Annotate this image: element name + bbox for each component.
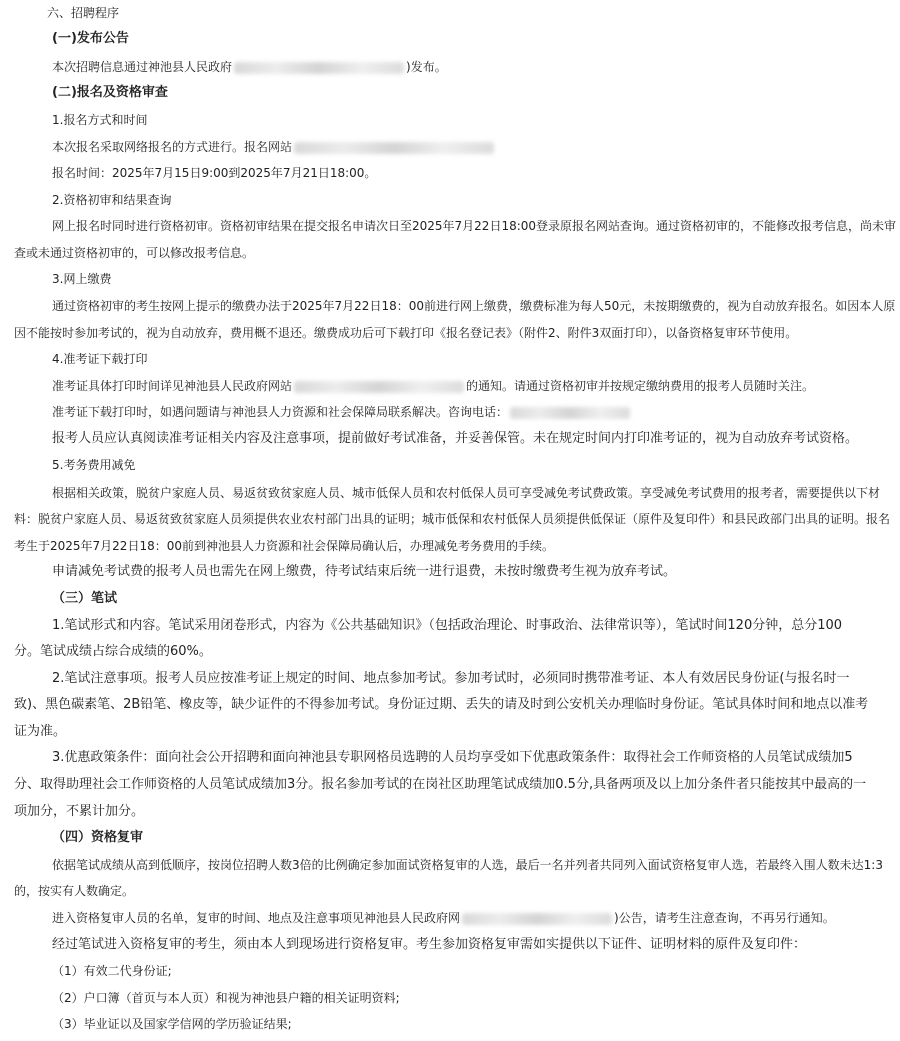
paragraph: 项加分，不累计加分。	[14, 804, 145, 819]
paragraph: 1.笔试形式和内容。笔试采用闭卷形式，内容为《公共基础知识》（包括政治理论、时事政治、法律常识等），笔试时间120分钟，总分100	[52, 618, 843, 633]
paragraph	[0, 60, 900, 74]
redacted-url	[462, 913, 612, 925]
text: 本次报名采取网络报名的方式进行。报名网站	[52, 140, 293, 154]
text: )公告，请考生注意查询，不再另行通知。	[614, 911, 835, 925]
heading-registration: (二)报名及资格审查	[52, 85, 168, 100]
heading-written-exam: （三）笔试	[52, 591, 118, 606]
list-item: （3）毕业证以及国家学信网的学历验证结果;	[52, 1017, 292, 1031]
paragraph	[0, 379, 900, 393]
subheading: 2.资格初审和结果查询	[52, 193, 172, 207]
paragraph	[0, 405, 900, 419]
paragraph: 报考人员应认真阅读准考证相关内容及注意事项，提前做好考试准备，并妥善保管。未在规定时间内打印准考证的，视为自动放弃考试资格。	[52, 431, 859, 446]
subheading: 3.网上缴费	[52, 272, 112, 286]
text: 准考证下载打印时，如遇问题请与神池县人力资源和社会保障局联系解决。咨询电话：	[52, 405, 509, 419]
redacted-url	[294, 142, 494, 154]
paragraph: 分。笔试成绩占综合成绩的60%。	[14, 644, 212, 659]
paragraph: 分、取得助理社会工作师资格的人员笔试成绩加3分。报名参加考试的在岗社区助理笔试成绩加0.5分,具备两项及以上加分条件者只能按其中最高的一	[14, 777, 867, 792]
section-title: 六、招聘程序	[47, 6, 120, 20]
paragraph: 考生于2025年7月22日18：00前到神池县人力资源和社会保障局确认后，办理减免考务费用的手续。	[14, 539, 554, 553]
paragraph: 查或未通过资格初审的，可以修改报考信息。	[14, 246, 255, 260]
text: 本次招聘信息通过神池县人民政府	[52, 60, 233, 74]
paragraph: 通过资格初审的考生按网上提示的缴费办法于2025年7月22日18：00前进行网上缴费，缴费标准为每人50元，未按期缴费的，视为自动放弃报名。如因本人原	[52, 299, 896, 313]
paragraph: 料：脱贫户家庭人员、易返贫致贫家庭人员须提供农业农村部门出具的证明；城市低保和农村低保人员须提供低保证（原件及复印件）和县民政部门出具的证明。报名	[14, 512, 891, 526]
paragraph: 报名时间：2025年7月15日9:00到2025年7月21日18:00。	[52, 166, 377, 180]
subheading: 5.考务费用减免	[52, 458, 136, 472]
list-item: （1）有效二代身份证;	[52, 964, 172, 978]
paragraph: 因不能按时参加考试的，视为自动放弃，费用概不退还。缴费成功后可下载打印《报名登记表》（附件2、附件3双面打印），以备资格复审环节使用。	[14, 326, 798, 340]
redacted-url	[294, 381, 464, 393]
text: 进入资格复审人员的名单，复审的时间、地点及注意事项见神池县人民政府网	[52, 911, 461, 925]
paragraph: 的，按实有人数确定。	[14, 884, 135, 898]
paragraph: 经过笔试进入资格复审的考生，须由本人到现场进行资格复审。考生参加资格复审需如实提供以下证件、证明材料的原件及复印件：	[52, 937, 807, 952]
heading-qualification-review: （四）资格复审	[52, 830, 144, 845]
paragraph: 证为准。	[14, 724, 67, 739]
heading-publish: (一)发布公告	[52, 31, 129, 46]
text: 的通知。请通过资格初审并按规定缴纳费用的报考人员随时关注。	[466, 379, 815, 393]
paragraph: 依据笔试成绩从高到低顺序，按岗位招聘人数3倍的比例确定参加面试资格复审的人选，最后一名并列者共同列入面试资格复审人选，若最终入围人数未达1:3	[52, 858, 883, 872]
paragraph: 根据相关政策，脱贫户家庭人员、易返贫致贫家庭人员、城市低保人员和农村低保人员可享受减免考试费政策。享受减免考试费用的报考者，需要提供以下材	[52, 486, 881, 500]
redacted-url	[234, 62, 404, 74]
paragraph	[0, 911, 900, 925]
paragraph: 致)、黑色碳素笔、2B铅笔、橡皮等，缺少证件的不得参加考试。身份证过期、丢失的请及时到公安机关办理临时身份证。笔试具体时间和地点以准考	[14, 697, 869, 712]
paragraph: 申请减免考试费的报考人员也需先在网上缴费，待考试结束后统一进行退费，未按时缴费考生视为放弃考试。	[52, 564, 677, 579]
paragraph: 3.优惠政策条件：面向社会公开招聘和面向神池县专职网格员选聘的人员均享受如下优惠政策条件：取得社会工作师资格的人员笔试成绩加5	[52, 750, 853, 765]
subheading: 4.准考证下载打印	[52, 352, 148, 366]
paragraph: 网上报名时同时进行资格初审。资格初审结果在提交报名申请次日至2025年7月22日18:00登录原报名网站查询。通过资格初审的，不能修改报考信息，尚未审	[52, 219, 897, 233]
text: )发布。	[406, 60, 447, 74]
redacted-phone	[510, 407, 630, 419]
text: 准考证具体打印时间详见神池县人民政府网站	[52, 379, 293, 393]
subheading: 1.报名方式和时间	[52, 113, 148, 127]
paragraph	[0, 140, 900, 154]
list-item: （2）户口簿（首页与本人页）和视为神池县户籍的相关证明资料;	[52, 991, 400, 1005]
paragraph: 2.笔试注意事项。报考人员应按准考证上规定的时间、地点参加考试。参加考试时，必须同时携带准考证、本人有效居民身份证(与报名时一	[52, 671, 850, 686]
